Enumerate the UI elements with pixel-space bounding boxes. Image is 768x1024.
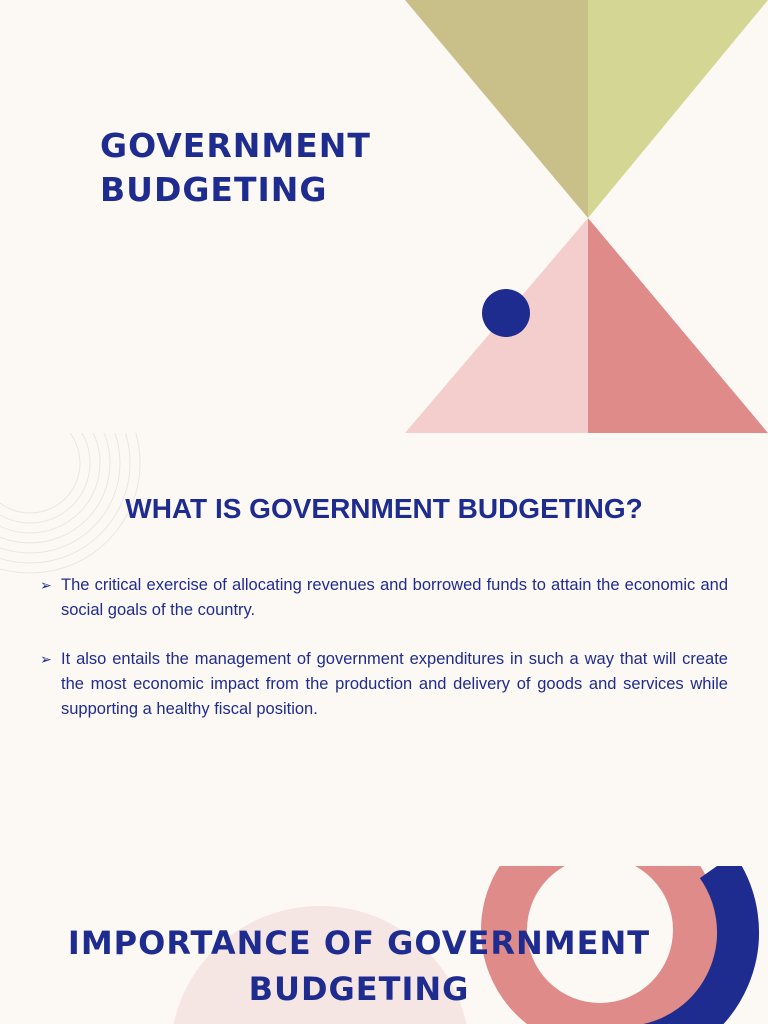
arrow-bullet-icon: ➢	[40, 577, 52, 593]
slide-importance-title: IMPORTANCE OF GOVERNMENT BUDGETING	[67, 924, 651, 1008]
bullet-item	[40, 573, 728, 623]
slide-importance	[0, 866, 768, 1024]
rose-triangle	[588, 218, 768, 433]
section-heading: WHAT IS GOVERNMENT BUDGETING?	[125, 493, 643, 524]
olive-triangle	[405, 0, 588, 218]
bullet-item	[40, 647, 728, 722]
slide-title	[0, 0, 768, 433]
arrow-bullet-icon: ➢	[40, 651, 52, 667]
bullet-list	[40, 573, 728, 746]
slide-title-text: GOVERNMENT BUDGETING	[100, 126, 371, 209]
lime-triangle	[588, 0, 768, 218]
slide-definition	[0, 433, 768, 866]
navy-dot	[482, 289, 530, 337]
bullet-text: It also entails the management of government expenditures in such a way that will create the most economic impact from the production and delivery of goods and services while supporting a healthy fiscal position.	[61, 650, 728, 718]
geometric-decoration	[0, 0, 768, 433]
bullet-text: The critical exercise of allocating revenues and borrowed funds to attain the economic and social goals of the country.	[61, 576, 728, 619]
